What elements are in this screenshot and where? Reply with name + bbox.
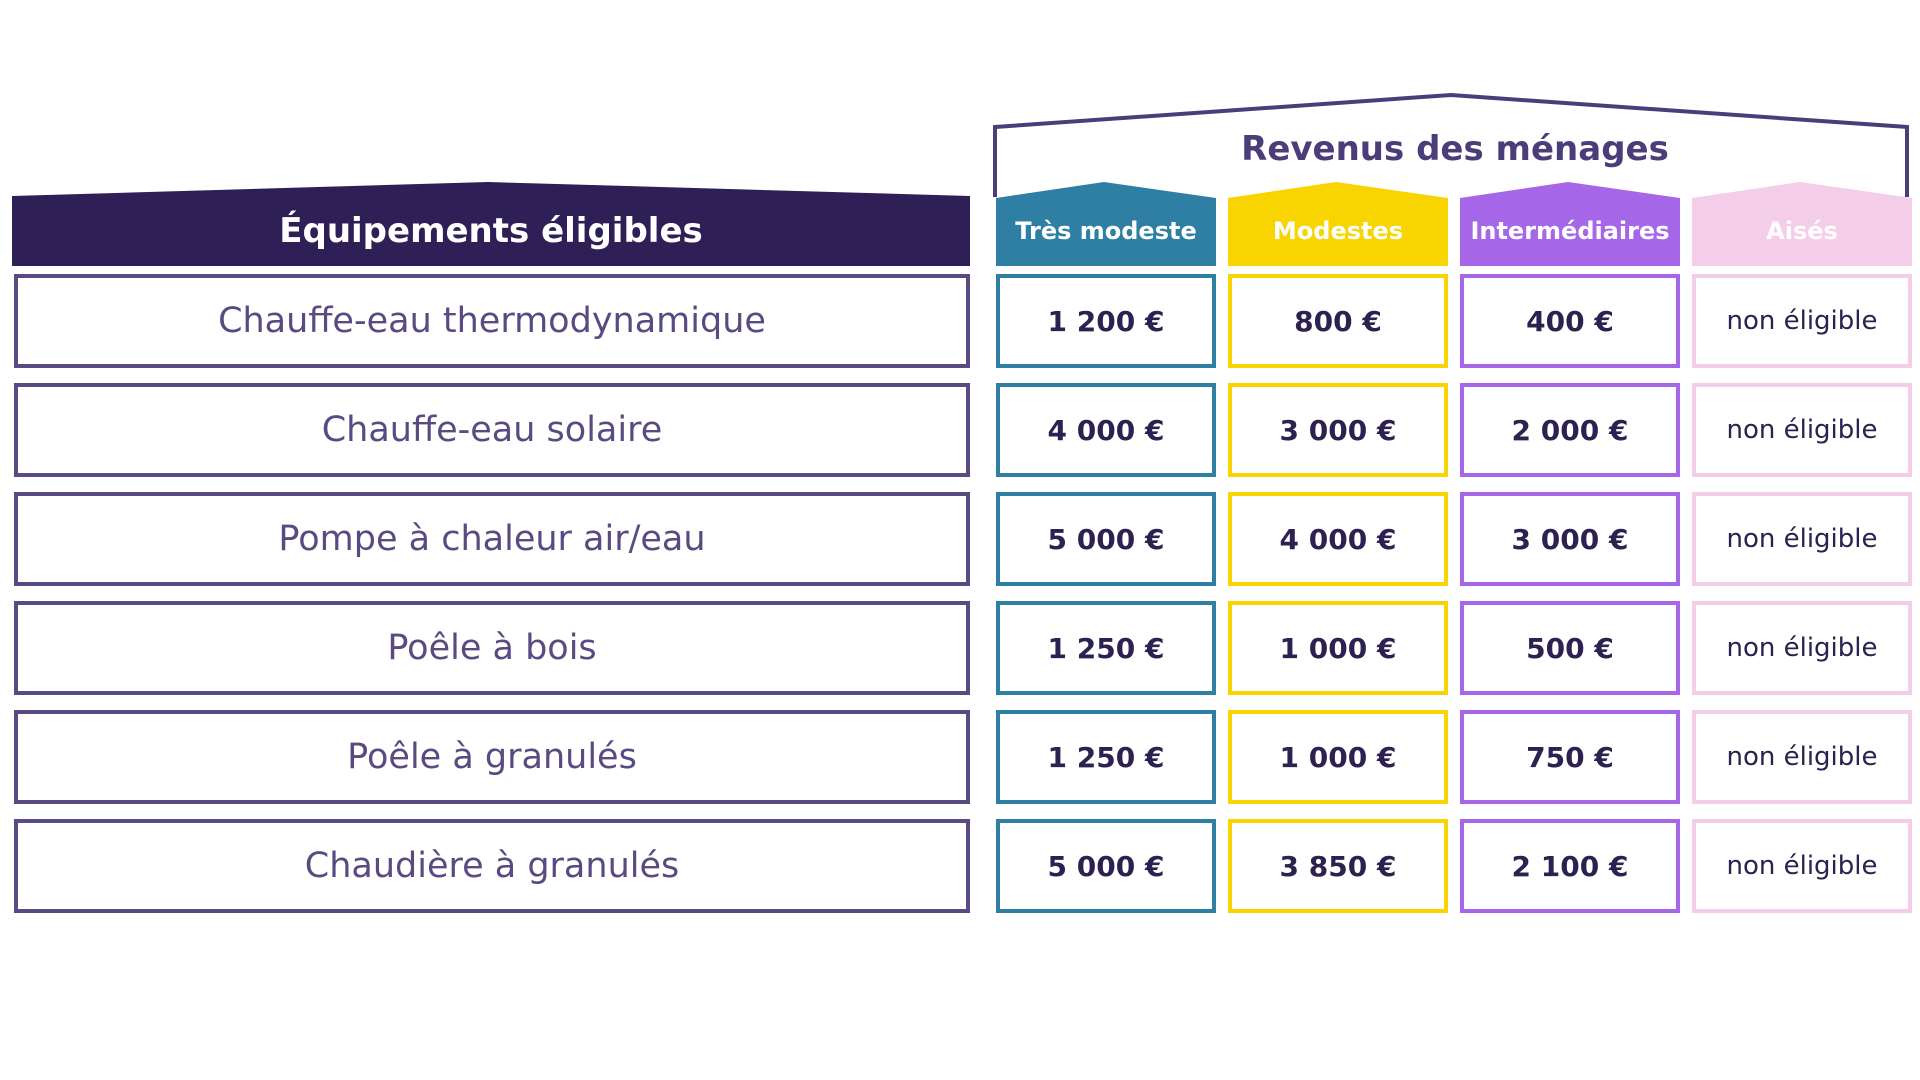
value-cell-modestes: 3 850 €: [1228, 819, 1448, 913]
tier-label-tres-modeste: Très modeste: [1015, 217, 1197, 245]
value-cell-aises: non éligible: [1692, 710, 1912, 804]
value-cell-modestes: 4 000 €: [1228, 492, 1448, 586]
value-cell-intermediaires: 2 000 €: [1460, 383, 1680, 477]
tier-label-intermediaires: Intermédiaires: [1470, 217, 1670, 245]
equipment-cell: Pompe à chaleur air/eau: [14, 492, 970, 586]
value-cell-modestes: 1 000 €: [1228, 601, 1448, 695]
value-cell-modestes: 800 €: [1228, 274, 1448, 368]
value-cell-aises: non éligible: [1692, 274, 1912, 368]
equipment-cell: Chauffe-eau thermodynamique: [14, 274, 970, 368]
equipment-cell: Chauffe-eau solaire: [14, 383, 970, 477]
tier-label-aises: Aisés: [1766, 217, 1838, 245]
value-cell-intermediaires: 2 100 €: [1460, 819, 1680, 913]
value-cell-tres-modeste: 1 250 €: [996, 710, 1216, 804]
value-cell-tres-modeste: 4 000 €: [996, 383, 1216, 477]
value-cell-intermediaires: 750 €: [1460, 710, 1680, 804]
value-cell-modestes: 1 000 €: [1228, 710, 1448, 804]
equipment-cell: Chaudière à granulés: [14, 819, 970, 913]
income-header-label: Revenus des ménages: [1241, 129, 1669, 169]
value-cell-modestes: 3 000 €: [1228, 383, 1448, 477]
value-cell-aises: non éligible: [1692, 383, 1912, 477]
value-cell-tres-modeste: 1 250 €: [996, 601, 1216, 695]
value-cell-tres-modeste: 1 200 €: [996, 274, 1216, 368]
value-cell-intermediaires: 500 €: [1460, 601, 1680, 695]
equipment-header-label: Équipements éligibles: [279, 211, 703, 251]
tier-label-modestes: Modestes: [1272, 217, 1404, 245]
equipment-cell: Poêle à granulés: [14, 710, 970, 804]
value-cell-tres-modeste: 5 000 €: [996, 819, 1216, 913]
value-cell-tres-modeste: 5 000 €: [996, 492, 1216, 586]
value-cell-intermediaires: 3 000 €: [1460, 492, 1680, 586]
value-cell-aises: non éligible: [1692, 601, 1912, 695]
equipment-cell: Poêle à bois: [14, 601, 970, 695]
value-cell-intermediaires: 400 €: [1460, 274, 1680, 368]
value-cell-aises: non éligible: [1692, 492, 1912, 586]
value-cell-aises: non éligible: [1692, 819, 1912, 913]
